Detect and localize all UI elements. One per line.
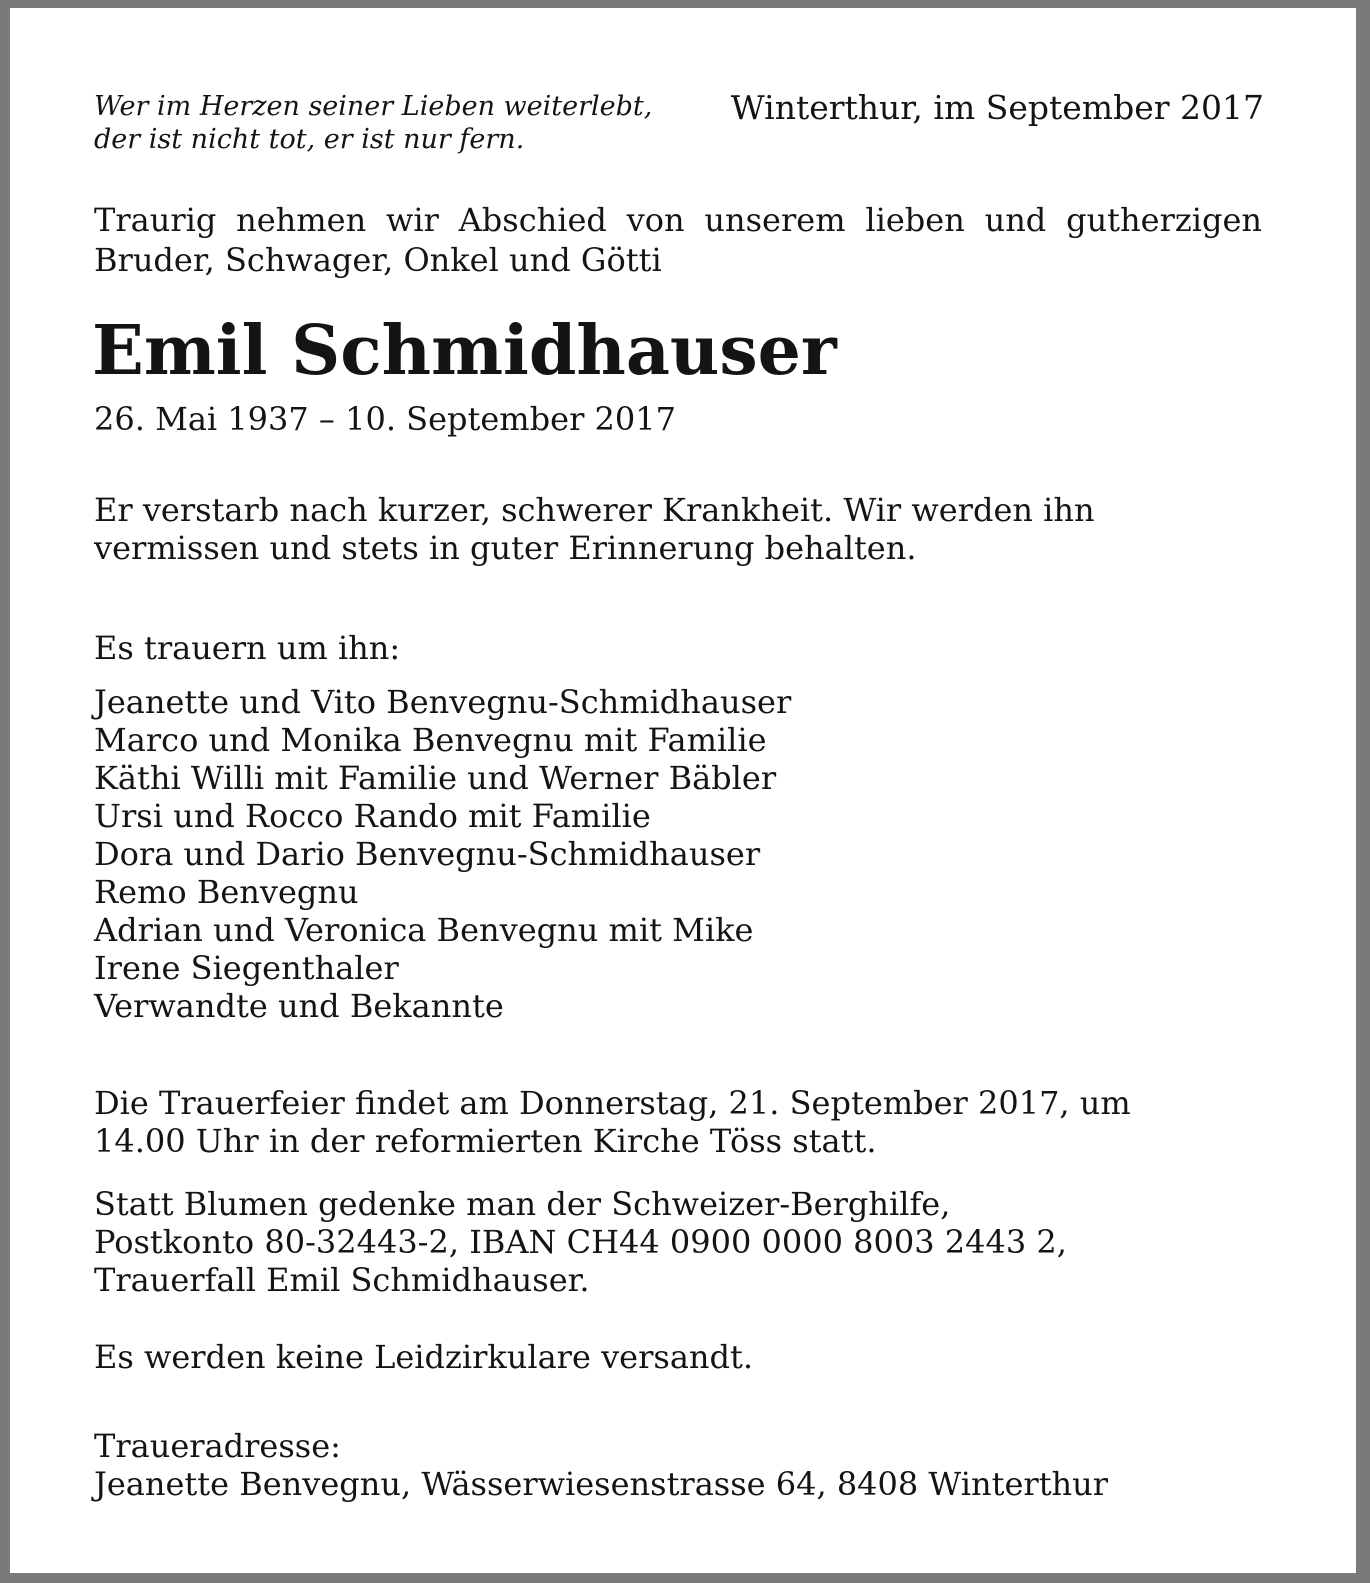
motto-line-1: Wer im Herzen seiner Lieben weiterlebt, bbox=[94, 91, 653, 122]
death-message-line-1: Er verstarb nach kurzer, schwerer Krankheit. Wir werden ihn bbox=[94, 491, 1095, 529]
intro-text: Traurig nehmen wir Abschied von unserem lieben und gutherzigen Bruder, Schwager, Onkel und Götti bbox=[94, 201, 1262, 279]
life-dates: 26. Mai 1937 – 10. September 2017 bbox=[94, 400, 676, 438]
mourner-item: Verwandte und Bekannte bbox=[94, 987, 504, 1025]
mourner-item: Dora und Dario Benvegnu-Schmidhauser bbox=[94, 835, 761, 873]
donation-line-3: Trauerfall Emil Schmidhauser. bbox=[94, 1261, 590, 1299]
mourning-address bbox=[94, 1427, 1194, 1503]
donation-line-2: Postkonto 80-32443-2, IBAN CH44 0900 0000 8003 2443 2, bbox=[94, 1223, 1067, 1261]
mourning-address-label: Traueradresse: bbox=[94, 1427, 341, 1465]
mourning-address-value: Jeanette Benvegnu, Wässerwiesenstrasse 64, 8408 Winterthur bbox=[94, 1465, 1109, 1503]
death-message-line-2: vermissen und stets in guter Erinnerung behalten. bbox=[94, 529, 917, 567]
mourners-heading: Es trauern um ihn: bbox=[94, 629, 401, 667]
mourner-item: Ursi und Rocco Rando mit Familie bbox=[94, 797, 651, 835]
mourners-list bbox=[94, 683, 791, 1025]
mourner-item: Käthi Willi mit Familie und Werner Bäbler bbox=[94, 759, 777, 797]
mourner-item: Remo Benvegnu bbox=[94, 873, 359, 911]
place-and-date: Winterthur, im September 2017 bbox=[730, 88, 1264, 127]
mourner-item: Jeanette und Vito Benvegnu-Schmidhauser bbox=[94, 683, 792, 721]
motto-line-2: der ist nicht tot, er ist nur fern. bbox=[94, 124, 525, 155]
deceased-name: Emil Schmidhauser bbox=[92, 311, 837, 391]
service-info-line-2: 14.00 Uhr in der reformierten Kirche Töss statt. bbox=[94, 1122, 877, 1160]
death-message bbox=[94, 491, 1194, 567]
motto-quote bbox=[94, 90, 654, 156]
mourner-item: Irene Siegenthaler bbox=[94, 949, 399, 987]
mourner-item: Marco und Monika Benvegnu mit Familie bbox=[94, 721, 767, 759]
no-circulars-note: Es werden keine Leidzirkulare versandt. bbox=[94, 1338, 754, 1376]
service-info bbox=[94, 1084, 1194, 1160]
service-info-line-1: Die Trauerfeier findet am Donnerstag, 21. September 2017, um bbox=[94, 1084, 1131, 1122]
mourner-item: Adrian und Veronica Benvegnu mit Mike bbox=[94, 911, 754, 949]
donation-line-1: Statt Blumen gedenke man der Schweizer-Berghilfe, bbox=[94, 1185, 951, 1223]
donation-info bbox=[94, 1185, 1194, 1299]
